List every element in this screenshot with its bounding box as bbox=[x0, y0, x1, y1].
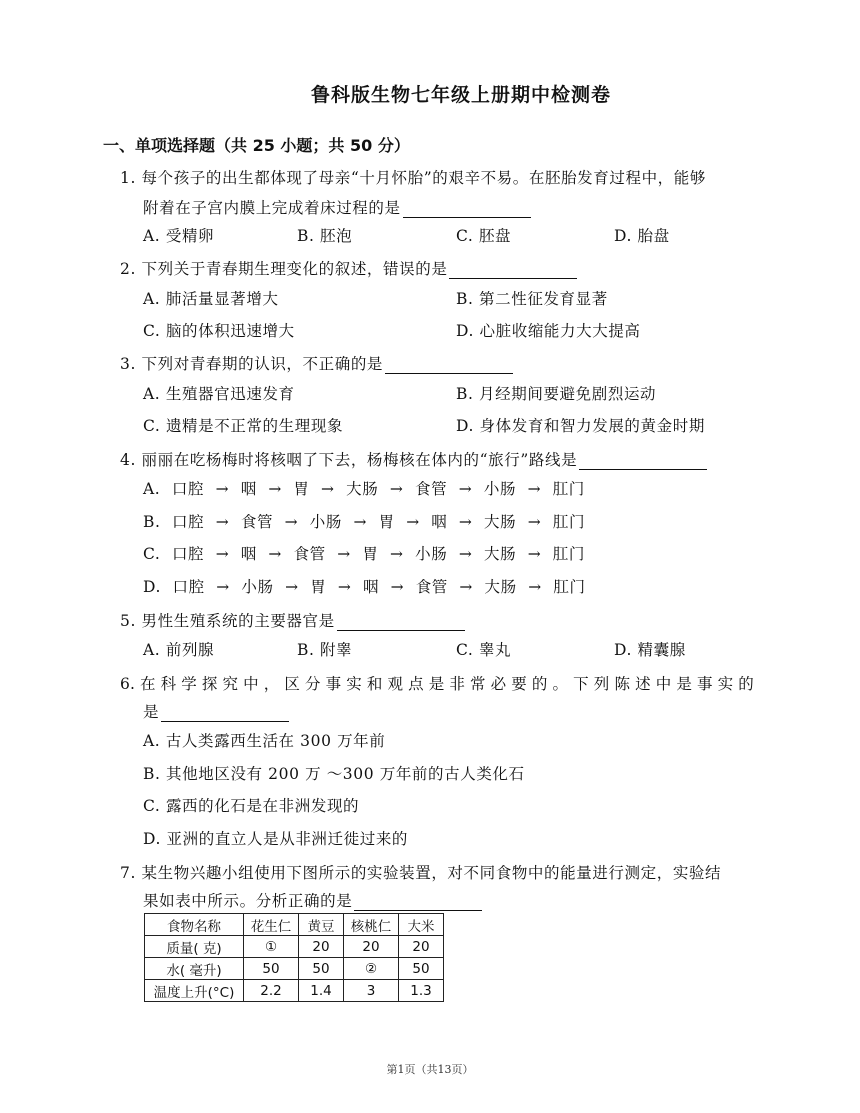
table-header-cell: 食物名称 bbox=[145, 914, 244, 936]
table-row bbox=[145, 958, 444, 980]
option-c: C. 睾丸 bbox=[456, 641, 512, 659]
option-b: B. 附睾 bbox=[297, 641, 353, 659]
table-cell: 3 bbox=[344, 980, 399, 1002]
question-6-text: 6. 在 科 学 探 究 中 ， 区 分 事 实 和 观 点 是 非 常 必 要 的 。 下 列 陈 述 中 是 事 实 的 bbox=[120, 675, 754, 693]
table-cell: 50 bbox=[299, 958, 344, 980]
table-row bbox=[145, 936, 444, 958]
table-cell: ① bbox=[244, 936, 299, 958]
option-a: A. 古人类露西生活在 300 万年前 bbox=[143, 732, 386, 750]
option-b: B. 口腔 → 食管 → 小肠 → 胃 → 咽 → 大肠 → 肛门 bbox=[143, 513, 586, 531]
option-c: C. 口腔 → 咽 → 食管 → 胃 → 小肠 → 大肠 → 肛门 bbox=[143, 545, 586, 563]
option-a: A. 生殖器官迅速发育 bbox=[143, 385, 295, 403]
table-cell: 20 bbox=[344, 936, 399, 958]
section-heading: 一、单项选择题（共 25 小题；共 50 分） bbox=[103, 136, 410, 155]
table-header-row bbox=[145, 914, 444, 936]
table-cell: 温度上升(°C) bbox=[145, 980, 244, 1002]
option-b: B. 月经期间要避免剧烈运动 bbox=[456, 385, 657, 403]
answer-blank bbox=[385, 357, 513, 374]
question-7-text: 7. 某生物兴趣小组使用下图所示的实验装置，对不同食物中的能量进行测定，实验结 bbox=[120, 864, 722, 882]
answer-blank bbox=[579, 453, 707, 470]
option-d: D. 身体发育和智力发展的黄金时期 bbox=[456, 417, 705, 435]
option-c: C. 胚盘 bbox=[456, 227, 512, 245]
option-c: C. 遗精是不正常的生理现象 bbox=[143, 417, 344, 435]
option-d: D. 心脏收缩能力大大提高 bbox=[456, 322, 641, 340]
option-b: B. 第二性征发育显著 bbox=[456, 290, 608, 308]
option-a: A. 前列腺 bbox=[143, 641, 215, 659]
table-cell: ② bbox=[344, 958, 399, 980]
answer-blank bbox=[354, 894, 482, 911]
table-cell: 20 bbox=[399, 936, 444, 958]
question-3-text: 3. 下列对青春期的认识，不正确的是 bbox=[120, 352, 513, 374]
table-cell: 1.3 bbox=[399, 980, 444, 1002]
table-header-cell: 黄豆 bbox=[299, 914, 344, 936]
question-2-text: 2. 下列关于青春期生理变化的叙述，错误的是 bbox=[120, 257, 577, 279]
option-b: B. 其他地区没有 200 万 ～300 万年前的古人类化石 bbox=[143, 765, 525, 783]
answer-blank bbox=[337, 614, 465, 631]
table-header-cell: 大米 bbox=[399, 914, 444, 936]
question-5-text: 5. 男性生殖系统的主要器官是 bbox=[120, 609, 465, 631]
option-b: B. 胚泡 bbox=[297, 227, 353, 245]
page-title: 鲁科版生物七年级上册期中检测卷 bbox=[310, 84, 611, 106]
option-a: A. 受精卵 bbox=[143, 227, 215, 245]
table-header-cell: 花生仁 bbox=[244, 914, 299, 936]
option-a: A. 口腔 → 咽 → 胃 → 大肠 → 食管 → 小肠 → 肛门 bbox=[143, 480, 585, 498]
option-d: D. 胎盘 bbox=[614, 227, 670, 245]
option-d: D. 精囊腺 bbox=[614, 641, 686, 659]
food-energy-table bbox=[144, 913, 444, 1002]
table-cell: 20 bbox=[299, 936, 344, 958]
table-cell: 2.2 bbox=[244, 980, 299, 1002]
option-a: A. 肺活量显著增大 bbox=[143, 290, 279, 308]
table-cell: 1.4 bbox=[299, 980, 344, 1002]
page-footer: 第1页（共13页） bbox=[386, 1063, 474, 1076]
question-1-text-cont: 附着在子宫内膜上完成着床过程的是 bbox=[143, 196, 531, 218]
table-header-cell: 核桃仁 bbox=[344, 914, 399, 936]
table-row bbox=[145, 980, 444, 1002]
answer-blank bbox=[403, 201, 531, 218]
answer-blank bbox=[449, 262, 577, 279]
question-4-text: 4. 丽丽在吃杨梅时将核咽了下去，杨梅核在体内的“旅行”路线是 bbox=[120, 448, 707, 470]
table-cell: 50 bbox=[399, 958, 444, 980]
option-d: D. 口腔 → 小肠 → 胃 → 咽 → 食管 → 大肠 → 肛门 bbox=[143, 578, 586, 596]
question-1-text: 1. 每个孩子的出生都体现了母亲“十月怀胎”的艰辛不易。在胚胎发育过程中，能够 bbox=[120, 169, 706, 187]
option-c: C. 脑的体积迅速增大 bbox=[143, 322, 295, 340]
answer-blank bbox=[161, 705, 289, 722]
option-d: D. 亚洲的直立人是从非洲迁徙过来的 bbox=[143, 830, 409, 848]
table-cell: 质量( 克) bbox=[145, 936, 244, 958]
question-6-text-cont: 是 bbox=[143, 700, 289, 722]
table-cell: 50 bbox=[244, 958, 299, 980]
option-c: C. 露西的化石是在非洲发现的 bbox=[143, 797, 360, 815]
table-cell: 水( 毫升) bbox=[145, 958, 244, 980]
question-7-text-cont: 果如表中所示。分析正确的是 bbox=[143, 889, 482, 911]
